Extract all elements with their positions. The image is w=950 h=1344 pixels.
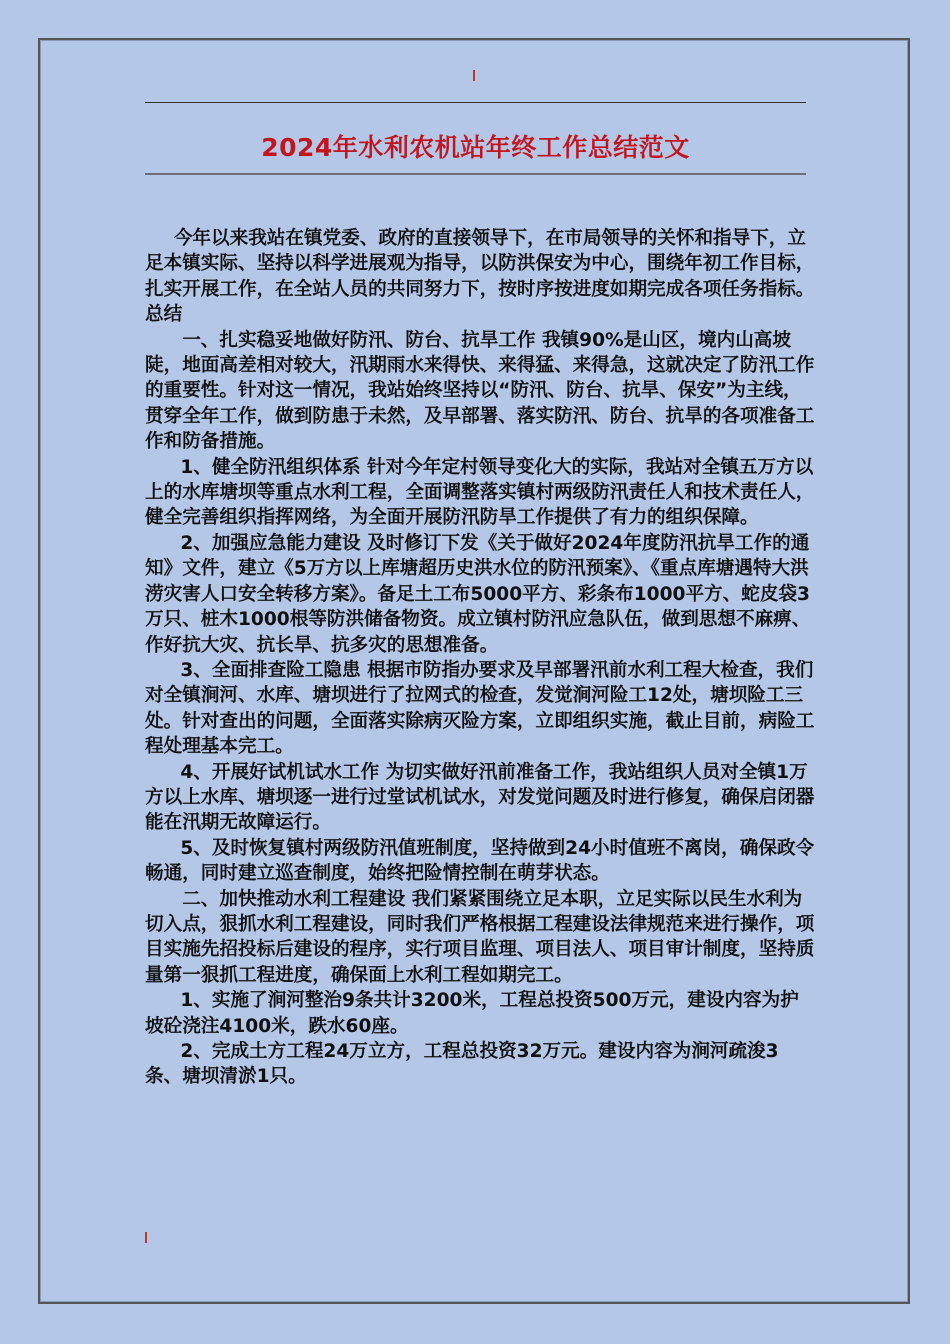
paragraph-item-1-5: 5、及时恢复镇村两级防汛值班制度，坚持做到24小时值班不离岗，确保政令畅通，同时建立巡查制度，始终把险情控制在萌芽状态。 (145, 837, 815, 885)
paragraph-item-1-1: 1、健全防汛组织体系 针对今年定村领导变化大的实际，我站对全镇五万方以上的水库塘坝等重点水利工程，全面调整落实镇村两级防汛责任人和技术责任人，健全完善组织指挥网络，为全面开展防汛防旱工作提供了有力的组织保障。 (145, 456, 815, 529)
page-title: 2024年水利农机站年终工作总结范文 (261, 133, 690, 162)
footer-mark (145, 1232, 147, 1243)
paragraph-item-2-1: 1、实施了涧河整治9条共计3200米，工程总投资500万元，建设内容为护坡砼浇注4100米，跌水60座。 (145, 990, 799, 1037)
paragraph-section-1: 一、扎实稳妥地做好防汛、防台、抗旱工作 我镇90%是山区，境内山高坡陡，地面高差相对较大，汛期雨水来得快、来得猛、来得急，这就决定了防汛工作的重要性。针对这一情况，我站始终坚持以“防汛、防台、抗旱、保安”为主线，贯穿全年工作，做到防患于未然，及早部署、落实防汛、防台、抗旱的各项准备工作和防备措施。 (145, 329, 815, 453)
paragraph-item-1-2: 2、加强应急能力建设 及时修订下发《关于做好2024年度防汛抗旱工作的通知》文件，建立《5万方以上库塘超历史洪水位的防汛预案》、《重点库塘遇特大洪涝灾害人口安全转移方案》。备足土工布5000平方、彩条布1000平方、蛇皮袋3万只、桩木1000根等防洪储备物资。成立镇村防汛应急队伍，做到思想不麻痹、作好抗大灾、抗长旱、抗多灾的思想准备。 (145, 532, 811, 656)
paragraph-item-2-2: 2、完成土方工程24万立方，工程总投资32万元。建设内容为涧河疏浚3条、塘坝清淤1只。 (145, 1041, 779, 1088)
document-body (145, 226, 815, 1090)
paragraph-item-1-4: 4、开展好试机试水工作 为切实做好汛前准备工作，我站组织人员对全镇1万方以上水库、塘坝逐一进行过堂试机试水，对发觉问题及时进行修复，确保启闭器能在汛期无故障运行。 (145, 761, 815, 834)
title-rule (145, 173, 806, 175)
paragraph-section-2: 二、加快推动水利工程建设 我们紧紧围绕立足本职，立足实际以民生水利为切入点，狠抓水利工程建设，同时我们严格根据工程建设法律规范来进行操作，项目实施先招投标后建设的程序，实行项目监理、项目法人、项目审计制度，坚持质量第一狠抓工程进度，确保面上水利工程如期完工。 (145, 888, 815, 986)
header-rule (145, 102, 806, 103)
paragraph-intro: 今年以来我站在镇党委、政府的直接领导下，在市局领导的关怀和指导下，立足本镇实际、坚持以科学进展观为指导，以防洪保安为中心，围绕年初工作目标，扎实开展工作，在全站人员的共同努力下，按时序按进度如期完成各项任务指标。总结 (145, 228, 815, 326)
paragraph-item-1-3: 3、全面排查险工隐患 根据市防指办要求及早部署汛前水利工程大检查，我们对全镇涧河、水库、塘坝进行了拉网式的检查，发觉涧河险工12处，塘坝险工三处。针对查出的问题，全面落实除病灭险方案，立即组织实施，截止目前，病险工程处理基本完工。 (145, 659, 815, 758)
header-mark (473, 70, 475, 81)
